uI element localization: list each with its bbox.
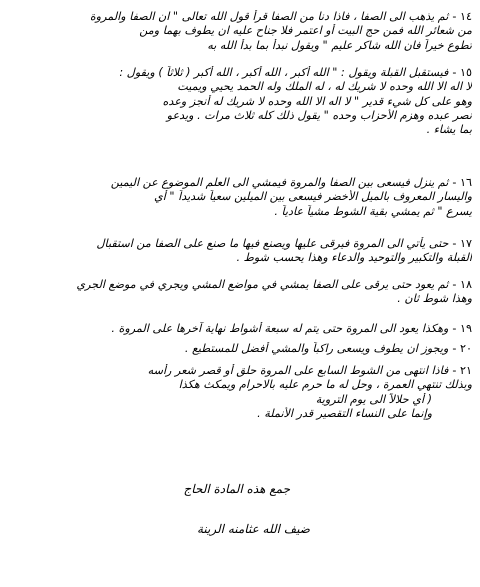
paragraph-number: ٢١ - [452, 364, 472, 377]
paragraph-line: نصر عبده وهزم الأحزاب وحده " يقول ذلك كله ثلاث مرات . ويدعو [166, 108, 472, 122]
paragraph-number: ١٧ - [452, 237, 472, 250]
paragraph-line: وإنما على النساء التقصير قدر الأنملة . [257, 406, 432, 420]
paragraph-18 [8, 278, 472, 307]
paragraph-line: ثم يعود حتى يرقى على الصفا يمشي في مواضع المشي ويجري في موضع الجري [76, 278, 449, 291]
paragraph-20 [8, 342, 472, 356]
paragraph-line: ويجوز ان يطوف ويسعى راكباً والمشي أفضل للمستطيع . [184, 342, 449, 355]
paragraph-line: فاذا انتهى من الشوط السابع على المروة حلق أو قصر شعر رأسه [147, 364, 449, 377]
paragraph-line: من شعائر الله فمن حج البيت أو اعتمر فلا جناح عليه ان يطوف بهما ومن [139, 24, 472, 38]
paragraph-14 [8, 10, 472, 53]
paragraph-15 [8, 66, 472, 137]
paragraph-line: وهذا شوط ثان . [397, 292, 472, 306]
signature-line-2: ضيف الله عثامنه الرينة [197, 522, 310, 536]
paragraph-number: ١٩ - [452, 322, 472, 335]
paragraph-number: ١٨ - [452, 278, 472, 291]
paragraph-17 [8, 237, 472, 266]
paragraph-line: ثم يذهب الى الصفا ، فاذا دنا من الصفا قرأ قول الله تعالى " ان الصفا والمروة [89, 10, 449, 23]
paragraph-line: لا اله الا الله وحده لا شريك له ، له الملك وله الحمد يحيي ويميت [177, 80, 472, 94]
paragraph-16 [8, 176, 472, 219]
paragraph-line: القبلة والتكبير والتوحيد والدعاء وهذا يحسب شوط . [236, 251, 472, 265]
paragraph-19 [8, 322, 472, 336]
paragraph-line: ثم ينزل فيسعى بين الصفا والمروة فيمشي الى العلم الموضوع عن اليمين [110, 176, 449, 189]
paragraph-line: فيستقبل القبلة ويقول : " الله أكبر ، الله أكبر ، الله أكبر ( ثلاثاً ) ويقول : [119, 66, 449, 79]
paragraph-number: ١٤ - [452, 10, 472, 23]
paragraph-line: وهكذا يعود الى المروة حتى يتم له سبعة أشواط نهاية آخرها على المروة . [111, 322, 449, 335]
paragraph-line: يسرع " ثم يمشي بقية الشوط مشياً عادياً . [274, 204, 472, 218]
paragraph-number: ١٦ - [452, 176, 472, 189]
paragraph-line: ( أي حلالاً الى يوم التروية [315, 392, 432, 406]
paragraph-line: وبذلك تنتهي العمرة ، وحل له ما حرم عليه بالاحرام ويمكث هكذا [178, 378, 472, 392]
paragraph-line: واليسار المعروف بالميل الأخضر فيسعى بين الميلين سعياً شديداً " أي [153, 190, 472, 204]
paragraph-21 [8, 364, 472, 421]
paragraph-number: ١٥ - [452, 66, 472, 79]
paragraph-number: ٢٠ - [452, 342, 472, 355]
signature-line-1: جمع هذه المادة الحاج [183, 482, 290, 496]
paragraph-line: وهو على كل شيء قدير " لا اله الا الله وحده لا شريك له أنجز وعده [162, 94, 472, 108]
paragraph-line: تطوع خيراً فان الله شاكر عليم " ويقول نبدأ بما بدأ الله به [207, 38, 472, 52]
paragraph-line: بما يشاء . [426, 123, 472, 137]
paragraph-line: حتى يأتي الى المروة فيرقى عليها ويصنع فيها ما صنع على الصفا من استقبال [96, 237, 449, 250]
